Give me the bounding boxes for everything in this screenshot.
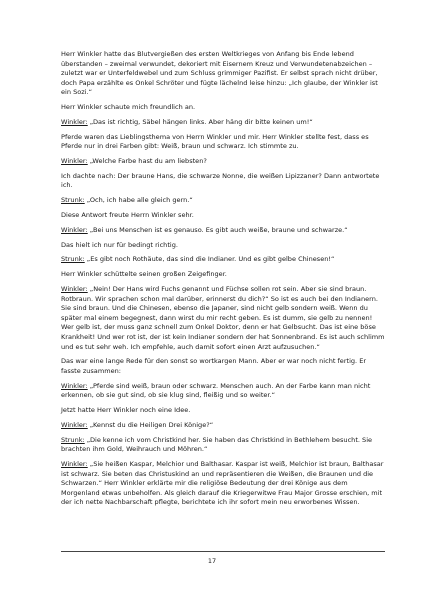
speaker-label: Strunk: (61, 255, 85, 264)
speaker-label: Winkler: (61, 459, 88, 468)
speaker-label: Winkler: (61, 157, 88, 166)
speaker-label: Winkler: (61, 381, 88, 390)
paragraph: Das hielt ich nur für bedingt richtig. (61, 240, 178, 249)
paragraph: Herr Winkler hatte das Blutvergießen des ersten Weltkrieges von Anfang bis Ende lebend überstanden – zweimal verwundet, dekoriert mit Eisernem Kreuz und Verwundetenabzeichen – zuletzt war er Unterfeldwebel und zum Schluss grimmiger Pazifist. Er selbst sprach nicht drüber, doch Papa erzählte es Onkel Schröter und fügte lächelnd leise hinzu: „Ich glaube, der Winkler ist ein Sozi.“ (61, 50, 378, 97)
paragraph: Das war eine lange Rede für den sonst so wortkargen Mann. Aber er war noch nicht fertig. Er fasste zusammen: (61, 357, 367, 375)
paragraph: Diese Antwort freute Herrn Winkler sehr. (61, 211, 194, 220)
speaker-label: Winkler: (61, 420, 88, 429)
footer-rule (61, 551, 385, 552)
dialogue-line: Strunk: „Die kenne ich vom Christkind her. Sie haben das Christkind in Bethlehem besucht. Sie brachten ihm Gold, Weihrauch und Möhren.“ (61, 435, 373, 454)
paragraph: Jetzt hatte Herr Winkler noch eine Idee. (61, 406, 191, 415)
speaker-label: Winkler: (61, 284, 88, 293)
dialogue-line: Winkler: „Nein! Der Hans wird Fuchs genannt und Füchse sollen rot sein. Aber sie sind braun. Rotbraun. Wir sprachen schon mal darüber, erinnerst du dich?“ So ist es auch bei den Indianern. Sie sind braun. Und die Chinesen, ebenso die Japaner, sind nicht gelb sondern weiß. Wenn du später mal einem begegnest, dann wirst du mir recht geben. Es ist dumm, sie gelb zu nennen! Wer gelb ist, der muss ganz schnell zum Onkel Doktor, denn er hat Gelbsucht. Das ist eine böse Krankheit! Und wer rot ist, der ist kein Indianer sondern der hat Sonnenbrand. Es ist auch schlimm und es tut sehr weh. Ich empfehle, auch damit sofort einen Arzt aufzusuchen.“ (61, 284, 385, 351)
dialogue-line: Winkler: „Kennst du die Heiligen Drei Könige?“ (61, 420, 214, 429)
dialogue-line: Winkler: „Welche Farbe hast du am liebsten? (61, 157, 207, 166)
dialogue-line: Strunk: „Es gibt noch Rothäute, das sind die Indianer. Und es gibt gelbe Chinesen!“ (61, 255, 335, 264)
speaker-label: Strunk: (61, 196, 85, 205)
paragraph: Herr Winkler schüttelte seinen großen Zeigefinger. (61, 270, 227, 279)
speaker-label: Winkler: (61, 225, 88, 234)
dialogue-line: Winkler: „Pferde sind weiß, braun oder schwarz. Menschen auch. An der Farbe kann man nicht erkennen, ob sie gut sind, ob sie klug sind, fleißig und so weiter.“ (61, 381, 371, 400)
speaker-label: Winkler: (61, 117, 88, 126)
speaker-label: Strunk: (61, 435, 85, 444)
page-number: 17 (207, 557, 217, 565)
dialogue-line: Winkler: „Sie heißen Kaspar, Melchior und Balthasar. Kaspar ist weiß, Melchior ist braun, Balthasar ist schwarz. Sie beten das Christuskind an und repräsentieren die Weißen, die Braunen und die Schwarzen.“ Herr Winkler erklärte mir die religiöse Bedeutung der drei Könige aus dem Morgenland etwas unbeholfen. Als gleich darauf die Kriegerwitwe Frau Major Grosse erschien, mit der ich nette Nachbarschaft pflegte, berichtete ich ihr sofort mein neu erworbenes Wissen. (61, 459, 384, 507)
dialogue-line: Winkler: „Das ist richtig, Säbel hängen links. Aber häng dir bitte keinen um!“ (61, 117, 313, 126)
dialogue-line: Winkler: „Bei uns Menschen ist es genauso. Es gibt auch weiße, braune und schwarze.“ (61, 225, 348, 234)
paragraph: Pferde waren das Lieblingsthema von Herrn Winkler und mir. Herr Winkler stellte fest, dass es Pferde nur in drei Farben gibt: Weiß, braun und schwarz. Ich stimmte zu. (61, 132, 369, 151)
paragraph: Ich dachte nach: Der braune Hans, die schwarze Nonne, die weißen Lipizzaner? Dann antwortete ich. (61, 171, 380, 190)
dialogue-line: Strunk: „Och, ich habe alle gleich gern.“ (61, 196, 193, 205)
page-body (61, 50, 385, 513)
paragraph: Herr Winkler schaute mich freundlich an. (61, 103, 196, 112)
